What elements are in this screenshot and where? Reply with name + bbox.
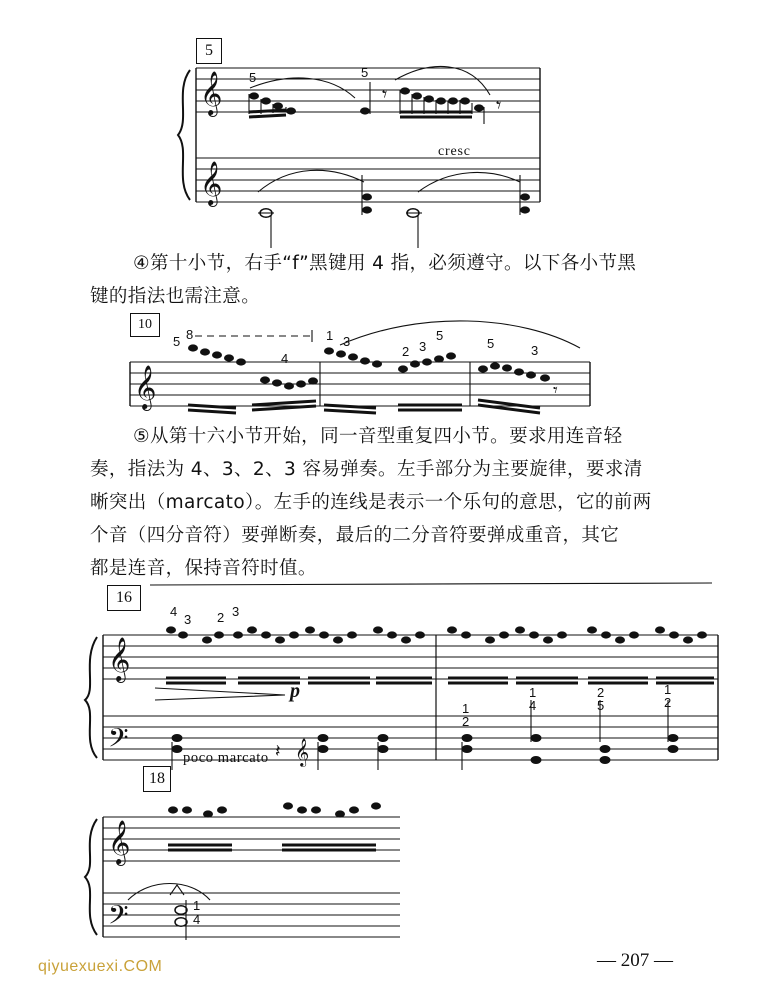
fingering: 1 xyxy=(462,701,470,716)
fingering: 5 xyxy=(436,328,444,343)
fingering: 3 xyxy=(343,334,351,349)
page-number: — 207 — xyxy=(597,950,673,971)
paragraph-5-line-2: 奏，指法为 4、3、2、3 容易弹奏。左手部分为主要旋律，要求清 xyxy=(90,459,643,480)
svg-text:𝄾: 𝄾 xyxy=(382,82,388,106)
system-2-treble-staff xyxy=(130,362,590,406)
measure-number-5: 5 xyxy=(196,38,222,64)
fingering: 2 xyxy=(664,695,672,710)
fingering: 5 xyxy=(249,70,257,85)
paragraph-4-line-2: 键的指法也需注意。 xyxy=(90,286,261,307)
measure-number-18: 18 xyxy=(143,766,171,792)
fingering: 4 xyxy=(529,698,537,713)
svg-text:𝄢: 𝄢 xyxy=(108,722,129,760)
svg-text:𝄞: 𝄞 xyxy=(108,637,131,681)
svg-text:𝄾: 𝄾 xyxy=(496,93,502,117)
cresc-marking: cresc xyxy=(438,144,471,159)
system-2-notes xyxy=(188,344,550,389)
fingering: 3 xyxy=(232,604,240,619)
svg-text:𝄞: 𝄞 xyxy=(108,820,131,864)
fingering: 2 xyxy=(217,610,225,625)
svg-text:𝄞: 𝄞 xyxy=(295,738,310,766)
paragraph-4-line-1: ④第十小节，右手“f”黑键用 4 指，必须遵守。以下各小节黑 xyxy=(133,253,637,274)
fingering: 5 xyxy=(361,65,369,80)
system-4-treble-staff xyxy=(103,817,400,861)
svg-text:𝄞: 𝄞 xyxy=(134,365,157,409)
svg-text:𝄞: 𝄞 xyxy=(200,161,223,205)
fingering: 3 xyxy=(419,339,427,354)
fingering: 4 xyxy=(170,604,178,619)
fingering: 2 xyxy=(402,344,410,359)
svg-text:𝄽: 𝄽 xyxy=(275,741,281,762)
watermark: qiyuexuexi.COM xyxy=(38,958,163,975)
paragraph-5-line-3: 晰突出（marcato）。左手的连线是表示一个乐句的意思，它的前两 xyxy=(90,492,652,513)
fingering: 1 xyxy=(193,898,201,913)
fingering: 8 xyxy=(186,327,194,342)
fingering: 1 xyxy=(326,328,334,343)
poco-marcato-marking: poco marcato xyxy=(183,750,269,766)
fingering: 1 xyxy=(529,685,537,700)
measure-number-10: 10 xyxy=(130,313,160,337)
paragraph-5-line-4: 个音（四分音符）要弹断奏，最后的二分音符要弹成重音，其它 xyxy=(90,525,620,546)
fingering: 4 xyxy=(281,351,289,366)
paragraph-5-line-5: 都是连音，保持音符时值。 xyxy=(90,558,317,579)
paragraph-5-line-1: ⑤从第十六小节开始，同一音型重复四小节。要求用连音轻 xyxy=(133,426,623,447)
fingering: 5 xyxy=(597,698,605,713)
system-4-notes xyxy=(168,802,381,817)
svg-text:𝄞: 𝄞 xyxy=(200,71,223,115)
fingering: 2 xyxy=(462,714,470,729)
fingering: 5 xyxy=(487,336,495,351)
fingering: 3 xyxy=(184,612,192,627)
fingering: 4 xyxy=(193,912,201,927)
fingering: 5 xyxy=(173,334,181,349)
svg-text:𝄾: 𝄾 xyxy=(553,380,558,401)
system-4-bass-staff xyxy=(103,893,400,937)
fingering: 2 xyxy=(597,685,605,700)
svg-text:𝄢: 𝄢 xyxy=(108,899,129,937)
measure-number-16: 16 xyxy=(107,585,141,611)
system-3-treble-staff xyxy=(103,635,718,679)
piano-dynamic: p xyxy=(290,680,300,702)
fingering: 3 xyxy=(531,343,539,358)
fingering: 1 xyxy=(664,682,672,697)
